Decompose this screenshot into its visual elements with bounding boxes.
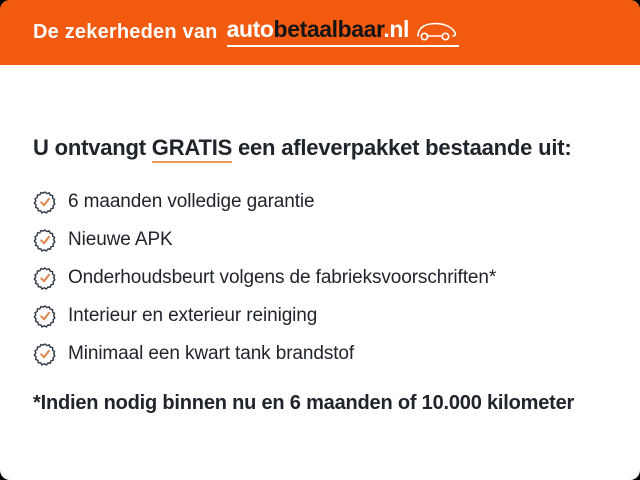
list-item: [33, 335, 610, 373]
list-item: [33, 259, 610, 297]
content-area: [0, 135, 640, 415]
list-item: [33, 297, 610, 335]
heading-pre: U ontvangt: [33, 135, 152, 160]
list-item-label: Onderhoudsbeurt volgens de fabrieksvoorschriften*: [68, 267, 497, 288]
heading-gratis-highlight: GRATIS: [152, 135, 232, 163]
header-title: De zekerheden van: [33, 21, 218, 43]
badge-check-icon: [33, 304, 57, 328]
benefits-list: [33, 183, 610, 373]
badge-check-icon: [33, 228, 57, 252]
badge-check-icon: [33, 266, 57, 290]
logo-text: [227, 18, 409, 41]
logo-part-betaalbaar: betaalbaar: [273, 16, 384, 42]
badge-check-icon: [33, 190, 57, 214]
car-outline-icon: [415, 20, 459, 44]
heading-post: een afleverpakket bestaande uit:: [232, 135, 572, 160]
page-title: [33, 135, 610, 161]
autobetaalbaar-logo[interactable]: [227, 18, 459, 47]
logo-part-auto: auto: [226, 16, 274, 42]
list-item-label: Nieuwe APK: [68, 229, 173, 250]
footnote: *Indien nodig binnen nu en 6 maanden of 10.000 kilometer: [33, 392, 575, 414]
list-item-label: 6 maanden volledige garantie: [68, 191, 315, 212]
list-item-label: Interieur en exterieur reiniging: [68, 305, 318, 326]
list-item-label: Minimaal een kwart tank brandstof: [68, 343, 355, 364]
header-band: [0, 0, 640, 65]
badge-check-icon: [33, 342, 57, 366]
list-item: [33, 221, 610, 259]
logo-part-nl: .nl: [383, 16, 409, 42]
list-item: [33, 183, 610, 221]
